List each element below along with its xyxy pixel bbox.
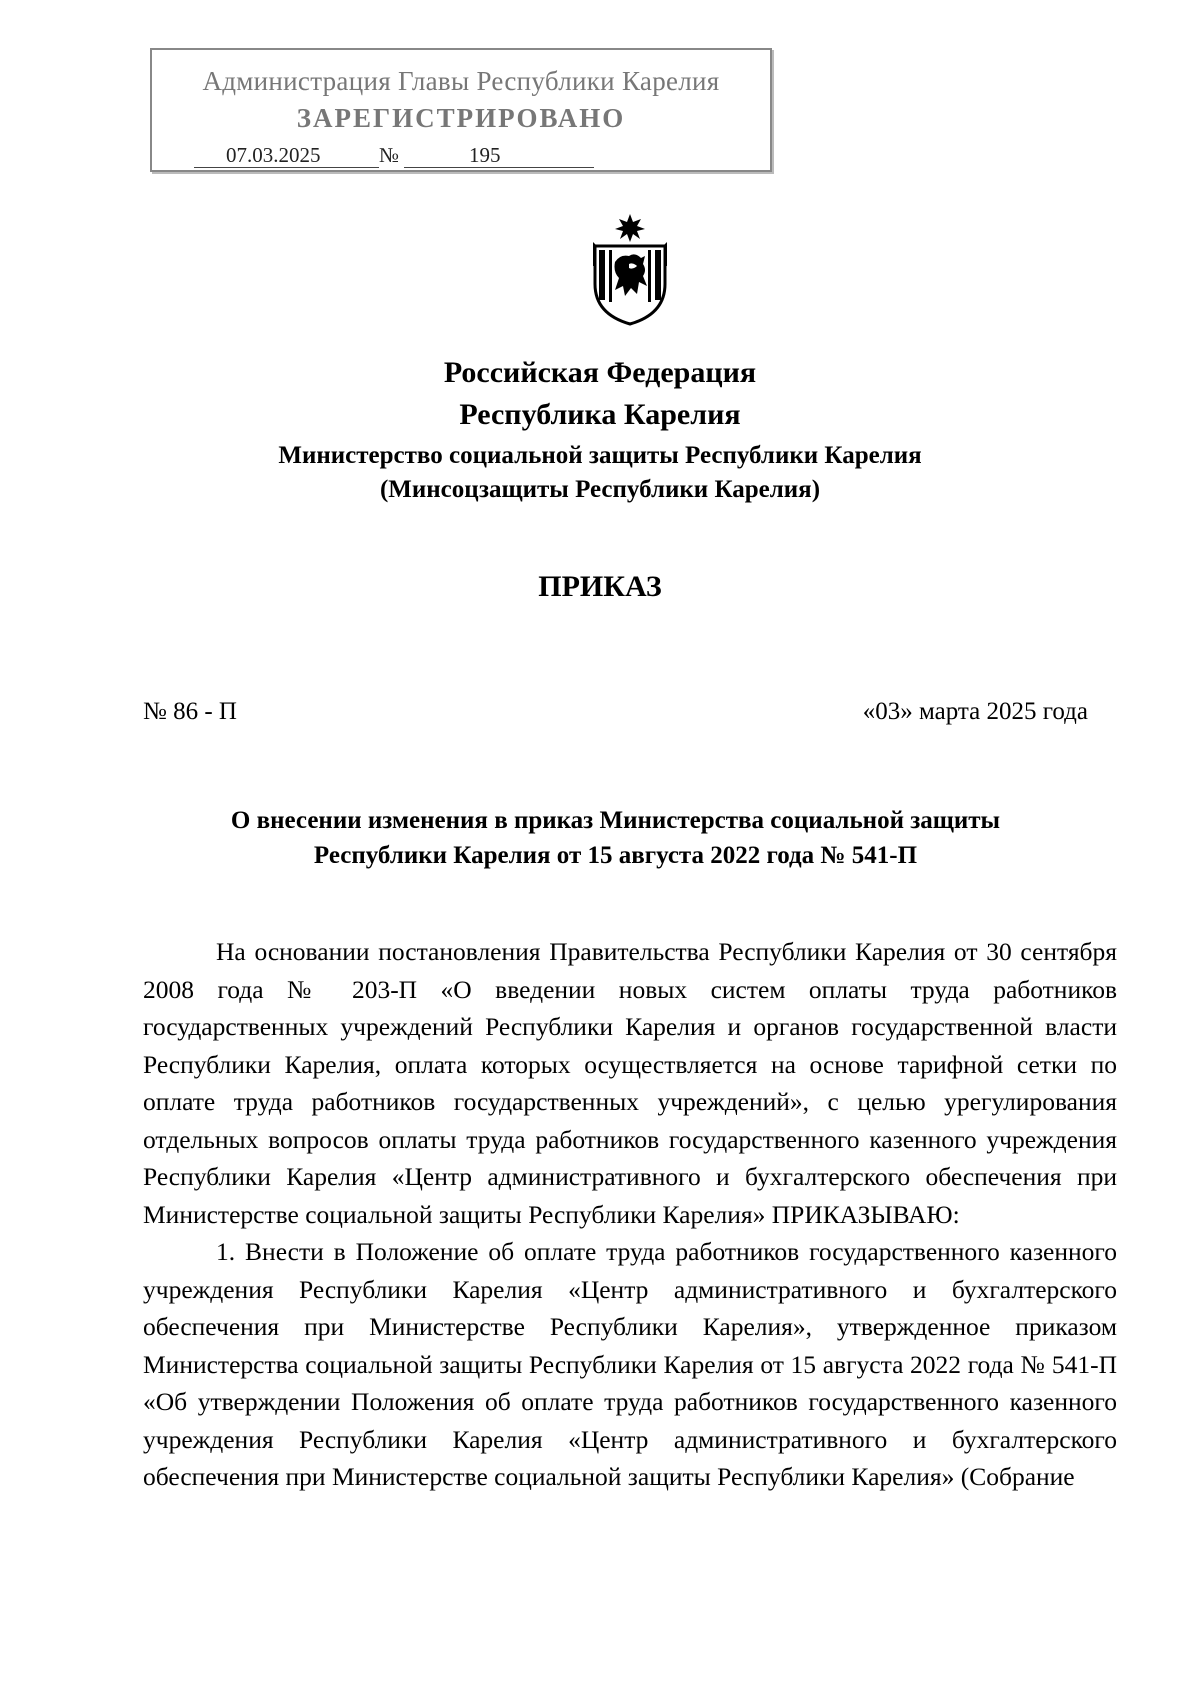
order-number: № 86 - П bbox=[143, 698, 237, 725]
order-date: «03» марта 2025 года bbox=[862, 698, 1088, 725]
registration-stamp bbox=[150, 48, 772, 172]
subject-line-2: Республики Карелия от 15 августа 2022 года № 541-П bbox=[313, 842, 918, 869]
stamp-date: 07.03.2025 bbox=[194, 142, 379, 168]
stamp-number-label: № bbox=[379, 143, 400, 167]
order-subject bbox=[143, 803, 1088, 873]
country-heading: Российская Федерация bbox=[443, 356, 757, 389]
ministry-short-heading: (Минсоцзащиты Республики Карелия) bbox=[379, 476, 821, 503]
body-paragraph-2: 1. Внести в Положение об оплате труда работников государственного казенного учреждения Республики Карелия «Центр административного и бухгалтерского обеспечения при Министерстве Республики Карелия», утвержденное приказом Министерства социальной защиты Республики Карелия от 15 августа 2022 года № 541-П «Об утверждении Положения об оплате труда работников государственного казенного учреждения Республики Карелия «Центр административного и бухгалтерского обеспечения при Министерстве социальной защиты Республики Карелия» (Собрание bbox=[143, 1237, 1117, 1491]
order-body bbox=[143, 933, 1117, 1496]
stamp-number: 195 bbox=[404, 142, 594, 168]
republic-heading: Республика Карелия bbox=[459, 398, 741, 431]
karelia-coat-of-arms-icon bbox=[585, 212, 675, 326]
body-paragraph-1: На основании постановления Правительства Республики Карелия от 30 сентября 2008 года № 203-П «О введении новых систем оплаты труда работников государственных учреждений Республики Карелия и органов государственной власти Республики Карелия, оплата которых осуществляется на основе тарифной сетки по оплате труда работников государственных учреждений», с целью урегулирования отдельных вопросов оплаты труда работников государственного казенного учреждения Республики Карелия «Центр административного и бухгалтерского обеспечения при Министерстве социальной защиты Республики Карелия» ПРИКАЗЫВАЮ: bbox=[143, 937, 1117, 1229]
subject-line-1: О внесении изменения в приказ Министерства социальной защиты bbox=[230, 807, 1001, 834]
stamp-status: ЗАРЕГИСТРИРОВАНО bbox=[296, 103, 626, 133]
ministry-heading: Министерство социальной защиты Республики Карелия bbox=[278, 442, 922, 469]
stamp-organization: Администрация Главы Республики Карелия bbox=[202, 66, 720, 96]
document-type-title: ПРИКАЗ bbox=[538, 570, 662, 603]
